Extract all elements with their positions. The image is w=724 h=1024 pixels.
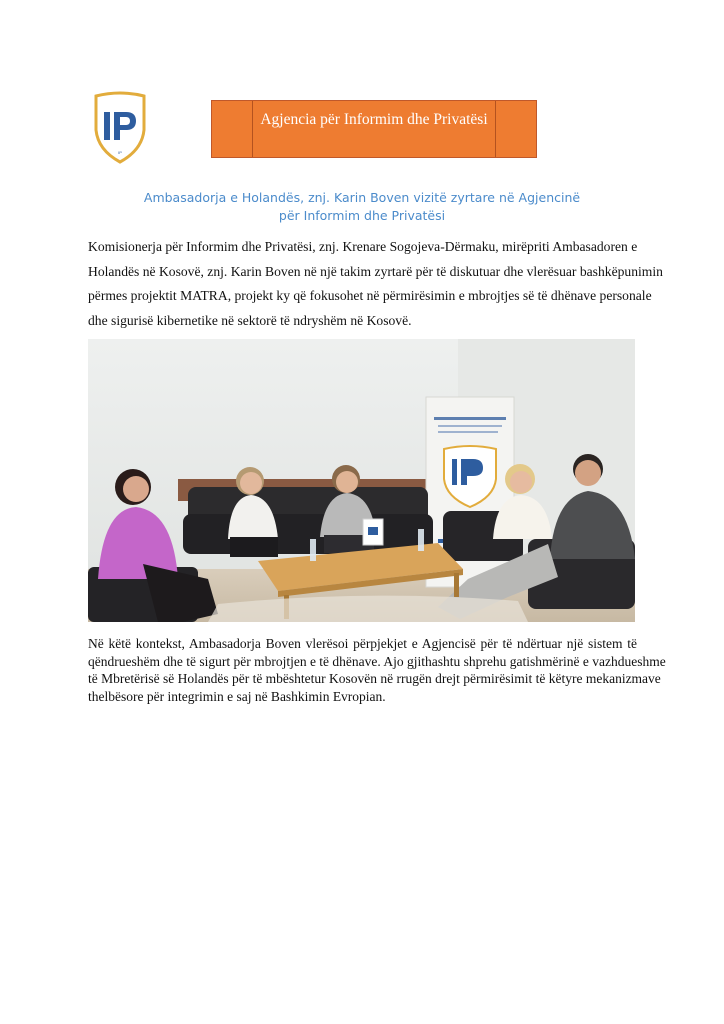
agency-banner [211,100,537,158]
intro-line: Komisionerja për Informim dhe Privatësi, znj. Krenare Sogojeva-Dërmaku, mirëpriti Ambasadoren e [88,239,638,254]
banner-title: Agjencia për Informim dhe Privatësi [260,111,488,128]
intro-line: përmes projektit MATRA, projekt ky që fokusohet në përmirësimin e mbrojtjes së të dhënave personale [88,288,652,303]
intro-line: Holandës në Kosovë, znj. Karin Boven në një takim zyrtarë për të diskutuar dhe vlerësuar bashkëpunimin [88,263,663,279]
body-line: qëndrueshëm dhe të sigurt për mbrojtjen e të dhënave. Ajo gjithashtu shprehu gatishmërinë e vazhdueshme [88,653,666,669]
intro-line: dhe sigurisë kibernetike në sektorë të ndryshëm në Kosovë. [88,312,412,328]
headline-line-2: për Informim dhe Privatësi [278,208,446,223]
body-line: Në këtë kontekst, Ambasadorja Boven vlerësoi përpjekjet e Agjencisë për të ndërtuar një sistem të [88,636,637,651]
intro-paragraph [88,235,663,333]
banner-divider-right [495,101,496,157]
body-line: thelbësore për integrimin e saj në Bashkimin Evropian. [88,688,386,704]
agency-logo [92,90,148,164]
meeting-photo [88,339,635,622]
meeting-photo-illustration [88,339,635,622]
body-line: të Mbretërisë së Holandës për të mbështetur Kosovën në rrugën drejt përmirësimit të këtyre mekanizmave [88,671,661,687]
body-paragraph [88,635,666,705]
headline-line-1: Ambasadorja e Holandës, znj. Karin Boven vizitë zyrtare në Agjencinë [143,190,581,205]
shield-logo-icon [92,90,148,164]
banner-divider-left [252,101,253,157]
logo-letters: IP [118,150,122,155]
